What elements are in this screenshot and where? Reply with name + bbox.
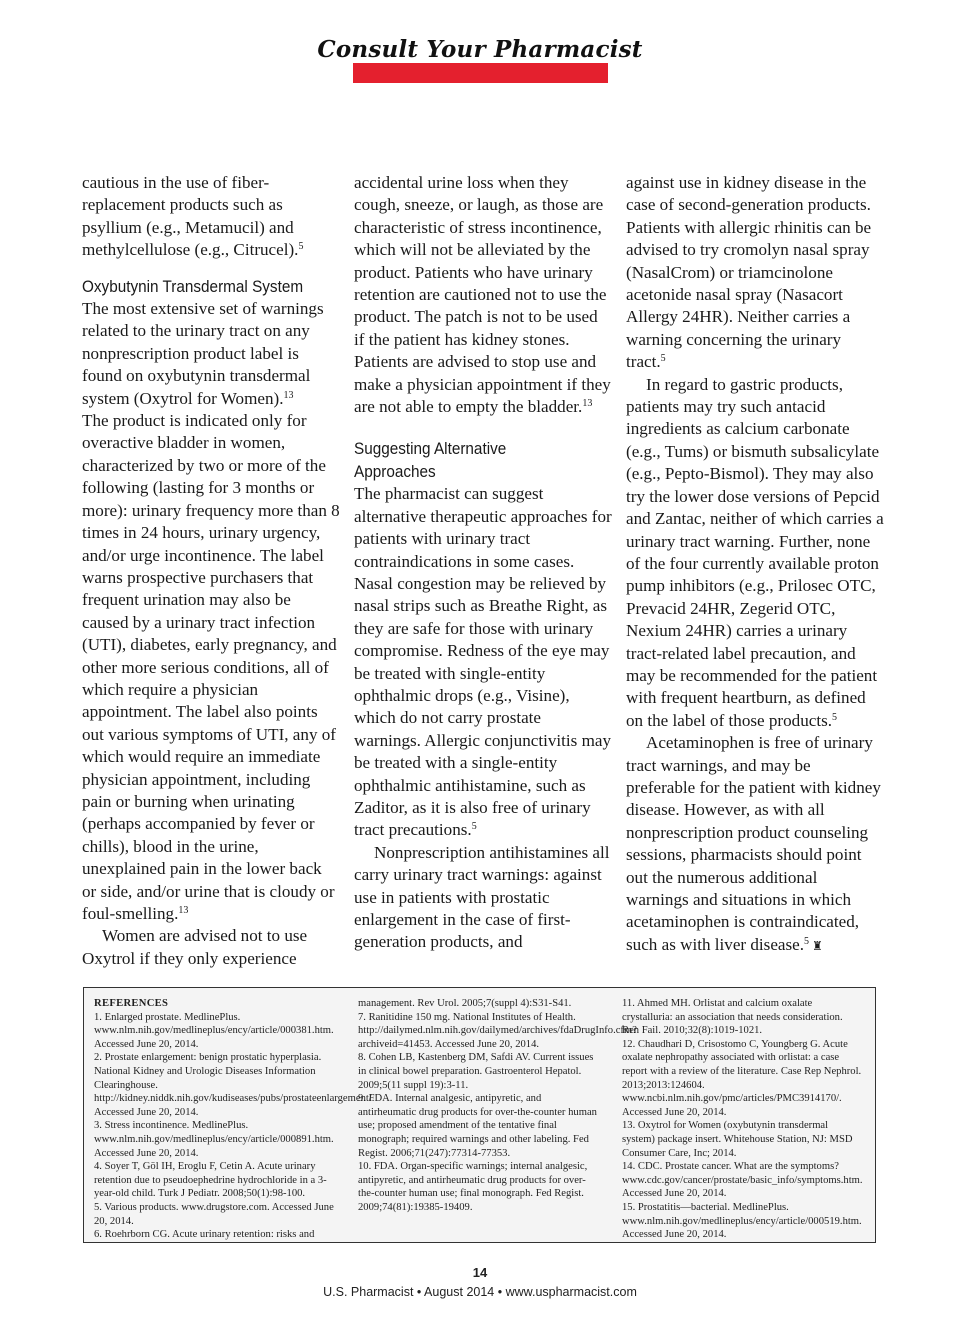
reference-item: 4. Soyer T, Göl IH, Eroglu F, Cetin A. Acute urinary retention due to pseudoephedrine hydrochloride in a 3-year-old child. Turk J Pediatr. 2008;50(1):98-100. <box>94 1161 327 1200</box>
paragraph: The product is indicated only for overactive bladder in women, characterized by two or more of the following (lasting for 3 months or more): urinary frequency more than 8 times in 24 hours, urinary urgency, and/or urge incontinence. The label warns prospective purchasers that frequent urination may also be caused by a urinary tract infection (UTI), diabetes, early pregnancy, and other more serious conditions, all of which require a physician appointment. The label also points out various symptoms of UTI, any of which would require an immediate physician appointment, including pain or burning when urinating (perhaps accompanied by fever or chills), blood in the urine, unexplained pain in the lower back or side, and/or urine that is cloudy or foul-smelling.$^{13}$ <box>82 411 340 923</box>
paragraph: against use in kidney disease in the case of second-generation products. Patients with allergic rhinitis can be advised to try cromolyn nasal spray (NasalCrom) or triamcinolone acetonide nasal spray (Nasacort Allergy 24HR). Neither carries a warning concerning the urinary tract.$^5$ <box>626 173 872 372</box>
paragraph: cautious in the use of fiber-replacement products such as psyllium (e.g., Metamucil) and methylcellulose (e.g., Citrucel).$^5$ <box>82 173 304 260</box>
citation[interactable]: 5 <box>660 353 666 365</box>
section-heading: Suggesting Alternative Approaches <box>354 439 507 481</box>
paragraph: In regard to gastric products, patients may try such antacid ingredients as calcium carbonate (e.g., Tums) or bismuth subsalicylate (e.g., Pepto-Bismol). They may also try the lower dose versions of Pepcid and Zantac, neither of which carries a urinary tract warning. Further, none of the four currently available proton pump inhibitors (e.g., Prilosec OTC, Prevacid 24HR, Zegerid OTC, Nexium 24HR) carries a urinary tract-related label precaution, and may be recommended for the patient with frequent heartburn, as defined on the label of those products.$^5$ <box>626 374 884 730</box>
citation[interactable]: 5 <box>471 821 477 833</box>
citation[interactable]: 13 <box>283 389 294 401</box>
article-column-1 <box>82 172 340 970</box>
reference-item: 3. Stress incontinence. MedlinePlus. www.nlm.nih.gov/medlineplus/ency/article/000891.htm. Accessed June 20, 2014. <box>94 1120 334 1159</box>
citation[interactable]: 5 <box>832 711 838 723</box>
reference-item: 2. Prostate enlargement: benign prostatic hyperplasia. National Kidney and Urologic Diseases Information Clearinghouse. http://kidney.niddk.nih.gov/kudiseases/pubs/prostateenlargement/. Accessed June 20, 2014. <box>94 1052 375 1118</box>
reference-item: management. Rev Urol. 2005;7(suppl 4):S31-S41. <box>358 998 572 1009</box>
article-column-2 <box>354 172 612 954</box>
article-column-3 <box>626 172 884 957</box>
header-accent-bar <box>353 63 608 83</box>
paragraph: Women are advised not to use Oxytrol if they only experience <box>82 926 308 968</box>
references-column-2 <box>358 997 637 1215</box>
reference-item: 7. Ranitidine 150 mg. National Institutes of Health. http://dailymed.nlm.nih.gov/dailymed/archives/fdaDrugInfo.cfm?archiveid=41453. Accessed June 20, 2014. <box>358 1011 637 1050</box>
page-header <box>0 36 960 63</box>
citation[interactable]: 13 <box>178 905 189 916</box>
references-column-1 <box>94 997 375 1242</box>
reference-item: 1. Enlarged prostate. MedlinePlus. www.nlm.nih.gov/medlineplus/ency/article/000381.htm. Accessed June 20, 2014. <box>94 1011 334 1050</box>
paragraph: Acetaminophen is free of urinary tract warnings, and may be preferable for the patient with kidney disease. However, as with all nonprescription product counseling sessions, pharmacists should point out the numerous additional warnings and situations in which acetaminophen is contraindicated, such as with liver disease.$^5$ ♜ <box>626 733 881 954</box>
reference-item: 12. Chaudhari D, Crisostomo C, Youngberg G. Acute oxalate nephropathy associated with orlistat: a case report with a review of the literature. Case Rep Nephrol. 2013;2013:124604. www.ncbi.nlm.nih.gov/pmc/articles/PMC3914170/. Accessed June 20, 2014. <box>622 1038 862 1118</box>
end-of-article-icon: ♜ <box>812 938 823 953</box>
paragraph: accidental urine loss when they cough, sneeze, or laugh, as those are characteristic of stress incontinence, which will not be alleviated by the product. Patients who have urinary retention are cautioned not to use the product. The patch is not to be used if the patient has kidney stones. Patients are advised to stop use and make a physician appointment if they are not able to empty the bladder.$^{13}$ <box>354 173 611 417</box>
section-title: Consult Your Pharmacist <box>317 36 643 63</box>
reference-item: 13. Oxytrol for Women (oxybutynin transdermal system) package insert. Whitehouse Station, NJ: MSD Consumer Care, Inc; 2014. <box>622 1120 853 1159</box>
publication-footer: U.S. Pharmacist • August 2014 • www.uspharmacist.com <box>323 1285 637 1299</box>
reference-item: 10. FDA. Organ-specific warnings; internal analgesic, antipyretic, and antirheumatic drug products for over-the-counter human use; final monograph. Fed Regist. 2009;74(81):19385-19409. <box>358 1161 588 1213</box>
reference-item: 8. Cohen LB, Kastenberg DM, Safdi AV. Current issues in clinical bowel preparation. Gastroenterol Hepatol. 2009;5(11 suppl 19):3-11. <box>358 1052 594 1091</box>
references-box <box>83 987 876 1243</box>
reference-item: 15. Prostatitis—bacterial. MedlinePlus. www.nlm.nih.gov/medlineplus/ency/article/000519.htm. Accessed June 20, 2014. <box>622 1201 862 1241</box>
citation[interactable]: 13 <box>582 398 593 410</box>
paragraph: The most extensive set of warnings related to the urinary tract on any nonprescription product label is found on oxybutynin transdermal system (Oxytrol for Women).$^{13}$ <box>82 299 324 408</box>
paragraph: The pharmacist can suggest alternative therapeutic approaches for patients with urinary tract contraindications in some cases. Nasal congestion may be relieved by nasal strips such as Breathe Right, as they are safe for those with urinary compromise. Redness of the eye may be treated with single-entity ophthalmic drops (e.g., Visine), which do not carry prostate warnings. Allergic conjunctivitis may be treated with a single-entity ophthalmic antihistamine, such as Zaditor, as it is also free of urinary tract precautions.$^5$ <box>354 484 612 840</box>
reference-item: 11. Ahmed MH. Orlistat and calcium oxalate crystalluria: an association that needs consideration. Ren Fail. 2010;32(8):1019-1021. <box>622 998 843 1037</box>
reference-item: 14. CDC. Prostate cancer. What are the symptoms? www.cdc.gov/cancer/prostate/basic_info/symptoms.htm. Accessed June 20, 2014. <box>622 1161 863 1200</box>
references-column-3 <box>622 997 862 1242</box>
section-heading: Oxybutynin Transdermal System <box>82 276 304 296</box>
citation[interactable]: 5 <box>804 935 810 947</box>
reference-item: 9. FDA. Internal analgesic, antipyretic, and antirheumatic drug products for over-the-counter human use; proposed amendment of the tentative final monograph; required warnings and other labeling. Fed Regist. 2006;71(247):77314-77353. <box>358 1093 597 1159</box>
citation[interactable]: 5 <box>298 241 304 253</box>
references-heading: REFERENCES <box>94 998 169 1009</box>
reference-item: 5. Various products. www.drugstore.com. Accessed June 20, 2014. <box>94 1201 334 1227</box>
page-number: 14 <box>472 1265 488 1280</box>
reference-item: 6. Roehrborn CG. Acute urinary retention: risks and <box>94 1229 315 1241</box>
paragraph: Nonprescription antihistamines all carry urinary tract warnings: against use in patients with prostatic enlargement in the case of first-generation products, and <box>354 842 610 952</box>
